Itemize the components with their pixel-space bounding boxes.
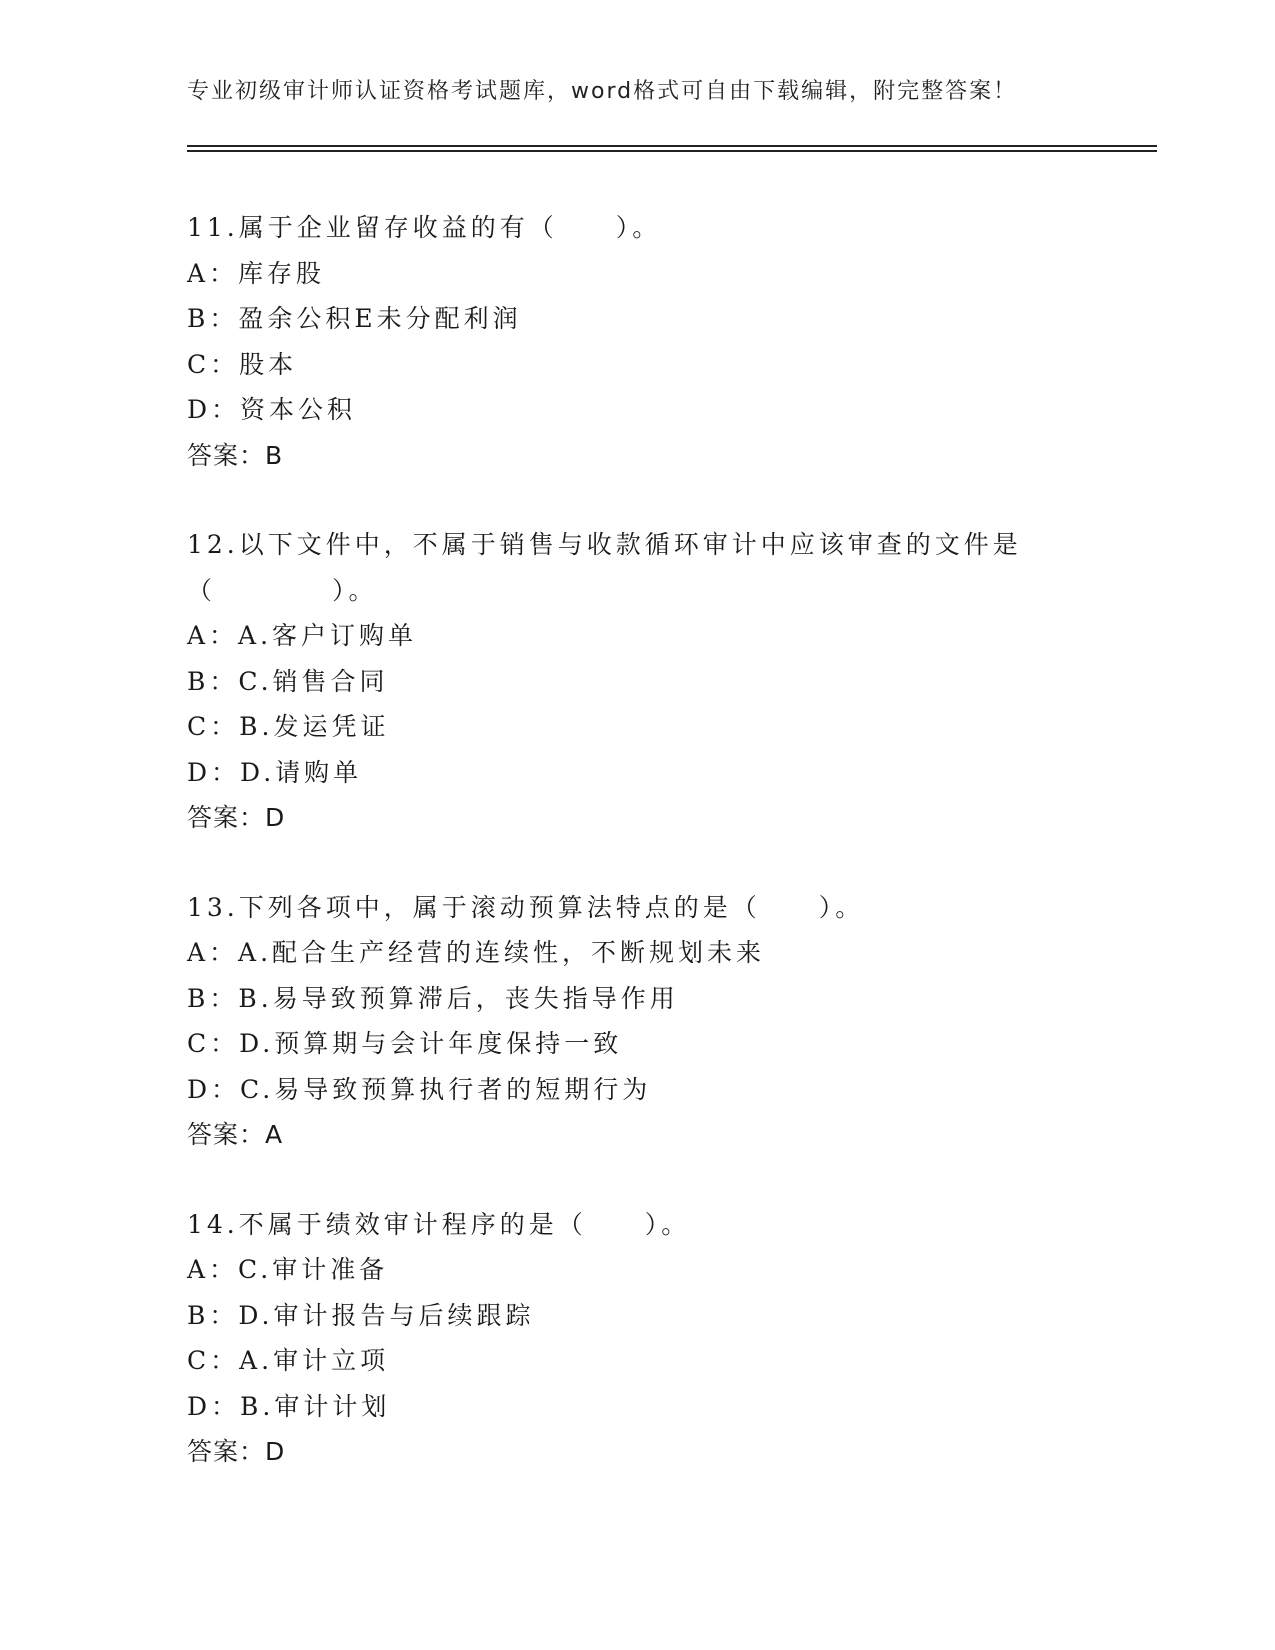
answer: 答案：B (187, 440, 284, 470)
option-b: B：D.审计报告与后续跟踪 (187, 1300, 535, 1330)
option-a: A：C.审计准备 (187, 1255, 389, 1284)
option-a: A：A.客户订购单 (187, 621, 418, 650)
option-b: B：C.销售合同 (187, 666, 389, 696)
option-b: B：B.易导致预算滞后，丧失指导作用 (187, 983, 679, 1013)
option-c: C：A.审计立项 (187, 1346, 390, 1375)
option-d: D：C.易导致预算执行者的短期行为 (187, 1074, 652, 1104)
answer: 答案：A (187, 1120, 284, 1149)
option-a: A：库存股 (187, 258, 326, 288)
option-c: C：B.发运凭证 (187, 712, 390, 741)
answer: 答案：D (187, 1437, 286, 1466)
question-list (187, 205, 1147, 1519)
option-c: C：股本 (187, 349, 298, 379)
question-13 (187, 885, 1147, 1158)
question-stem: 12.以下文件中，不属于销售与收款循环审计中应该审查的文件是 (187, 530, 1022, 559)
question-stem-continued: （ ）。 (187, 575, 378, 605)
option-c: C：D.预算期与会计年度保持一致 (187, 1029, 623, 1058)
option-d: D：B.审计计划 (187, 1391, 391, 1421)
header-rule-top (187, 145, 1157, 147)
header-rule-bottom (187, 150, 1157, 152)
option-a: A：A.配合生产经营的连续性，不断规划未来 (187, 938, 766, 967)
option-b: B：盈余公积E未分配利润 (187, 304, 522, 333)
answer: 答案：D (187, 803, 286, 832)
page-header: 专业初级审计师认证资格考试题库，word格式可自由下载编辑，附完整答案！ (187, 79, 1018, 104)
question-12 (187, 522, 1147, 841)
question-stem: 14.不属于绩效审计程序的是（ ）。 (187, 1209, 691, 1239)
question-stem: 11.属于企业留存收益的有（ ）。 (187, 213, 662, 242)
option-d: D：资本公积 (187, 395, 357, 424)
question-11 (187, 205, 1147, 478)
question-stem: 13.下列各项中，属于滚动预算法特点的是（ ）。 (187, 892, 865, 922)
question-14 (187, 1202, 1147, 1475)
option-d: D：D.请购单 (187, 757, 363, 787)
